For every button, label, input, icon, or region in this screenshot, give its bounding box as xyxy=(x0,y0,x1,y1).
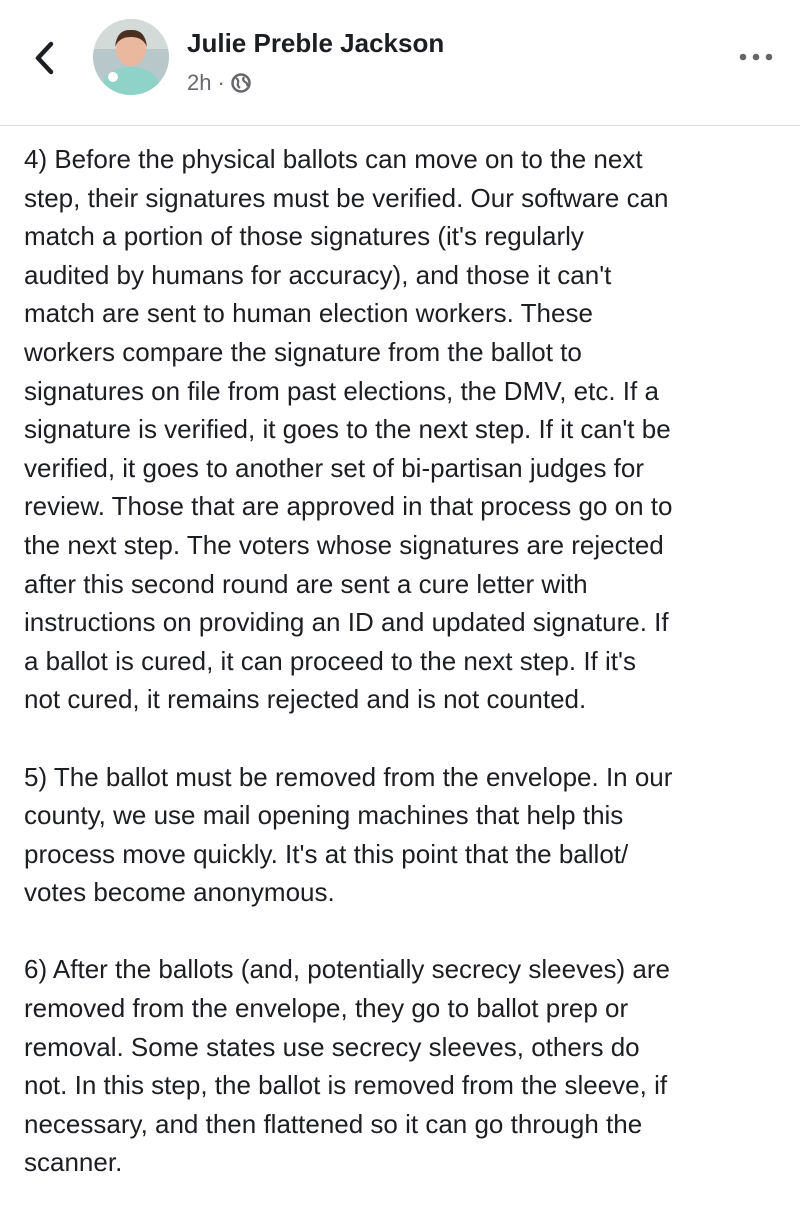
post-text-line: a ballot is cured, it can proceed to the next step. If it's xyxy=(24,645,636,676)
avatar[interactable] xyxy=(93,19,169,95)
post-text-line: signatures on file from past elections, the DMV, etc. If a xyxy=(24,375,659,406)
post-body xyxy=(24,140,784,1221)
post-text-line: audited by humans for accuracy), and those it can't xyxy=(24,259,612,290)
post-meta xyxy=(187,70,251,96)
more-options-button[interactable] xyxy=(736,47,776,67)
post-text-line: step, their signatures must be verified. Our software can xyxy=(24,182,669,213)
more-horizontal-icon xyxy=(736,47,776,67)
post-timestamp[interactable]: 2h xyxy=(187,70,212,95)
back-button[interactable] xyxy=(28,38,64,78)
post-text-line: process move quickly. It's at this point that the ballot/ xyxy=(24,838,629,869)
post-text-line: necessary, and then flattened so it can go through the xyxy=(24,1108,643,1139)
post-text-line: the next step. The voters whose signatures are rejected xyxy=(24,529,664,560)
post-header xyxy=(0,0,800,126)
post-text-line: 5) The ballot must be removed from the envelope. In our xyxy=(24,761,673,792)
post-text-line: workers compare the signature from the ballot to xyxy=(24,336,582,367)
post-text-line: verified, it goes to another set of bi-partisan judges for xyxy=(24,452,645,483)
post-text-line: removal. Some states use secrecy sleeves, others do xyxy=(24,1031,640,1062)
post-paragraph xyxy=(24,140,784,719)
post-text-line: instructions on providing an ID and updated signature. If xyxy=(24,607,669,638)
post-text-line: match are sent to human election workers. These xyxy=(24,298,593,329)
meta-separator: · xyxy=(217,70,225,95)
chevron-left-icon xyxy=(28,38,64,78)
globe-icon xyxy=(231,73,251,93)
post-text-line: 6) After the ballots (and, potentially secrecy sleeves) are xyxy=(24,954,670,985)
post-text-line: not cured, it remains rejected and is not counted. xyxy=(24,684,587,715)
post-paragraph xyxy=(24,758,784,912)
post-text-line: not. In this step, the ballot is removed from the sleeve, if xyxy=(24,1070,668,1101)
post-text-line: after this second round are sent a cure letter with xyxy=(24,568,588,599)
post-text-line: scanner. xyxy=(24,1147,123,1178)
author-name[interactable]: Julie Preble Jackson xyxy=(187,28,445,58)
post-text-line: votes become anonymous. xyxy=(24,877,335,908)
post-text-line: county, we use mail opening machines that help this xyxy=(24,800,624,831)
post-text-line: signature is verified, it goes to the next step. If it can't be xyxy=(24,414,671,445)
post-text-line: match a portion of those signatures (it's regularly xyxy=(24,221,584,252)
post-paragraph xyxy=(24,950,784,1182)
post-text-line: removed from the envelope, they go to ballot prep or xyxy=(24,993,629,1024)
post-text-line: 4) Before the physical ballots can move on to the next xyxy=(24,144,643,174)
post-text-line: review. Those that are approved in that process go on to xyxy=(24,491,673,522)
